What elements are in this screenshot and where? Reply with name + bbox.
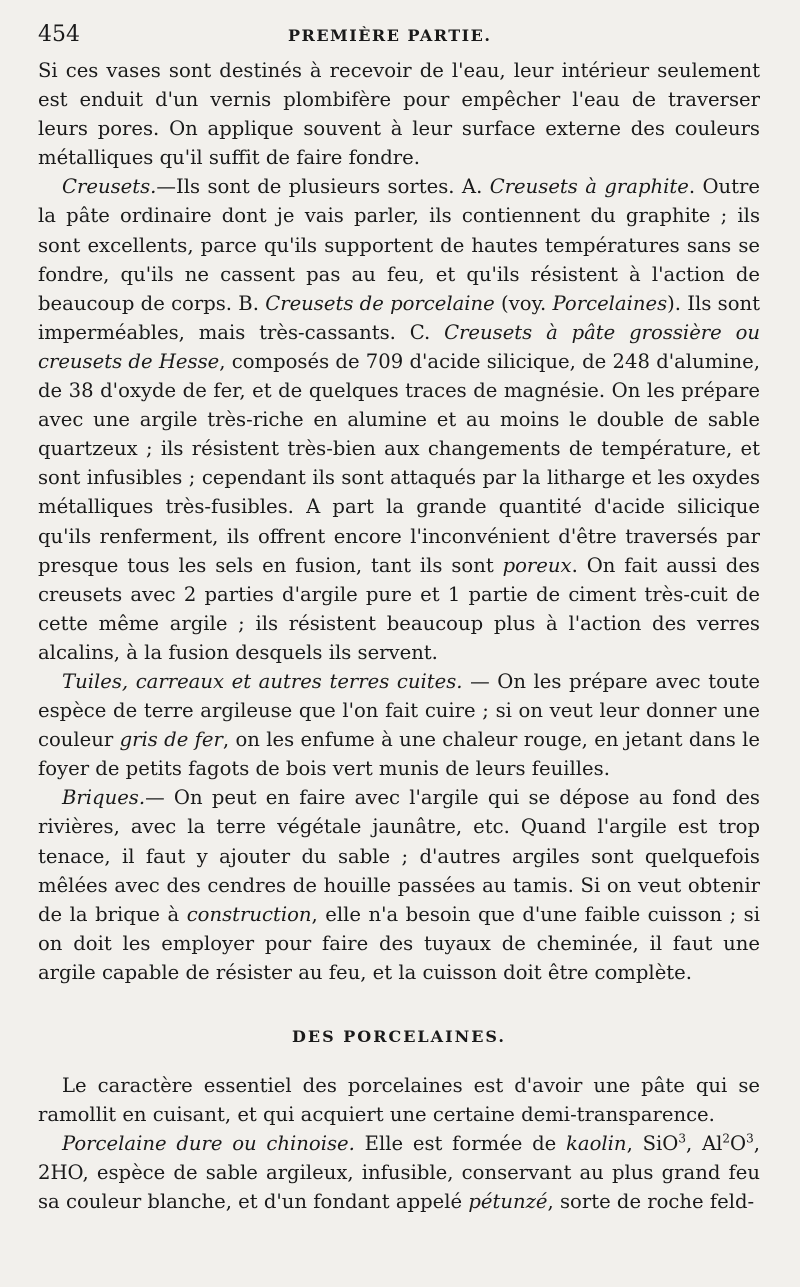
- running-head: [38, 22, 760, 56]
- text-run: , sorte de roche feld-: [547, 1190, 755, 1214]
- italic-run: Creusets à pâte grossière ou creusets de Hesse: [38, 320, 760, 373]
- italic-run: poreux: [502, 553, 572, 577]
- paragraph-essentiel: Le caractère essentiel des porcelaines est d'avoir une pâte qui se ramollit en cuisant, et qui acquiert une certaine demi-transparence.: [38, 1074, 760, 1127]
- chemical-formula: O: [730, 1132, 747, 1156]
- italic-run: gris de fer: [119, 728, 223, 752]
- text-run: — On peut en faire avec l'argile qui se dépose au fond des rivières, avec la terre végétale jaunâtre, etc. Quand l'argile est trop tenace, il faut y ajouter du sable ; d'autres argiles sont quelquefois mêlées avec des cendres de houille passées au tamis. Si on veut obtenir de la brique à: [38, 786, 760, 926]
- paragraph-creusets: [38, 172, 760, 667]
- paragraph-porcelaine-dure: [38, 1129, 760, 1216]
- text-run: . On fait aussi des creusets avec 2 parties d'argile pure et 1 partie de ciment très-cuit de cette même argile ; ils résistent beaucoup plus à l'action des verres alcalins, à la fusion desquels ils servent.: [38, 553, 760, 664]
- chapter-title: DES PORCELAINES.: [292, 1027, 506, 1046]
- body-text: [38, 56, 760, 1217]
- text-run: ). Ils sont imperméables, mais très-cassants. C.: [38, 291, 760, 344]
- italic-run: Porcelaines: [552, 291, 668, 315]
- chemical-formula: , 2HO,: [38, 1132, 760, 1185]
- paragraph-briques: [38, 783, 760, 987]
- page-number: 454: [38, 22, 80, 47]
- porcelaine-label: Porcelaine dure ou chinoise.: [62, 1132, 355, 1156]
- chemical-formula: , SiO: [626, 1132, 679, 1156]
- paragraph-vases: Si ces vases sont destinés à recevoir de l'eau, leur intérieur seulement est enduit d'un vernis plombifère pour empêcher l'eau de traverser leurs pores. On applique souvent à leur surface externe des couleurs métalliques qu'il suffit de faire fondre.: [38, 59, 760, 170]
- italic-run: Creusets de porcelaine: [265, 291, 495, 315]
- creusets-label: Creusets.: [62, 175, 157, 199]
- section-title: PREMIÈRE PARTIE.: [288, 26, 492, 45]
- text-run: Elle est formée de: [354, 1132, 567, 1156]
- text-run: , composés de 709 d'acide silicique, de 248 d'alumine, de 38 d'oxyde de fer, et de quelques traces de magnésie. On les prépare avec une argile très-riche en alumine et au moins le double de sable quartzeux ; ils résistent très-bien aux changements de température, et sont infusibles ; cependant ils sont attaqués par la litharge et les oxydes métalliques très-fusibles. A part la grande quantité d'acide silicique qu'ils renferment, ils offrent encore l'inconvénient d'être traversés par presque tous les sels en fusion, tant ils sont: [38, 349, 760, 577]
- text-run: — On les prépare avec toute espèce de terre argileuse que l'on fait cuire ; si on veut leur donner une couleur: [38, 669, 760, 752]
- superscript: 3: [678, 1131, 686, 1146]
- text-run: —Ils sont de plusieurs sortes. A.: [156, 175, 490, 199]
- text-run: espèce de sable argileux, infusible, conservant au plus grand feu sa couleur blanche, et d'un fondant appelé: [38, 1161, 760, 1214]
- italic-run: construction: [186, 902, 312, 926]
- text-run: . Outre la pâte ordinaire dont je vais parler, ils contiennent du graphite ; ils sont excellents, parce qu'ils supportent de hautes températures sans se fondre, qu'ils ne cassent pas au feu, et qu'ils résistent à l'action de beaucoup de corps. B.: [38, 175, 760, 315]
- chemical-formula: , Al: [685, 1132, 723, 1156]
- text-run: , elle n'a besoin que d'une faible cuisson ; si on doit les employer pour faire des tuyaux de cheminée, il faut une argile capable de résister au feu, et la cuisson doit être complète.: [38, 902, 760, 984]
- superscript: 3: [746, 1131, 754, 1146]
- briques-label: Briques.: [62, 786, 146, 810]
- text-run: , on les enfume à une chaleur rouge, en jetant dans le foyer de petits fagots de bois vert munis de leurs feuilles.: [38, 728, 760, 781]
- paragraph-tuiles: [38, 667, 760, 783]
- tuiles-label: Tuiles, carreaux et autres terres cuites.: [62, 669, 463, 693]
- superscript: 2: [722, 1131, 731, 1146]
- italic-run: kaolin: [566, 1132, 627, 1156]
- italic-run: Creusets à graphite: [489, 175, 689, 199]
- text-run: (voy.: [494, 291, 553, 315]
- italic-run: pétunzé: [468, 1190, 548, 1214]
